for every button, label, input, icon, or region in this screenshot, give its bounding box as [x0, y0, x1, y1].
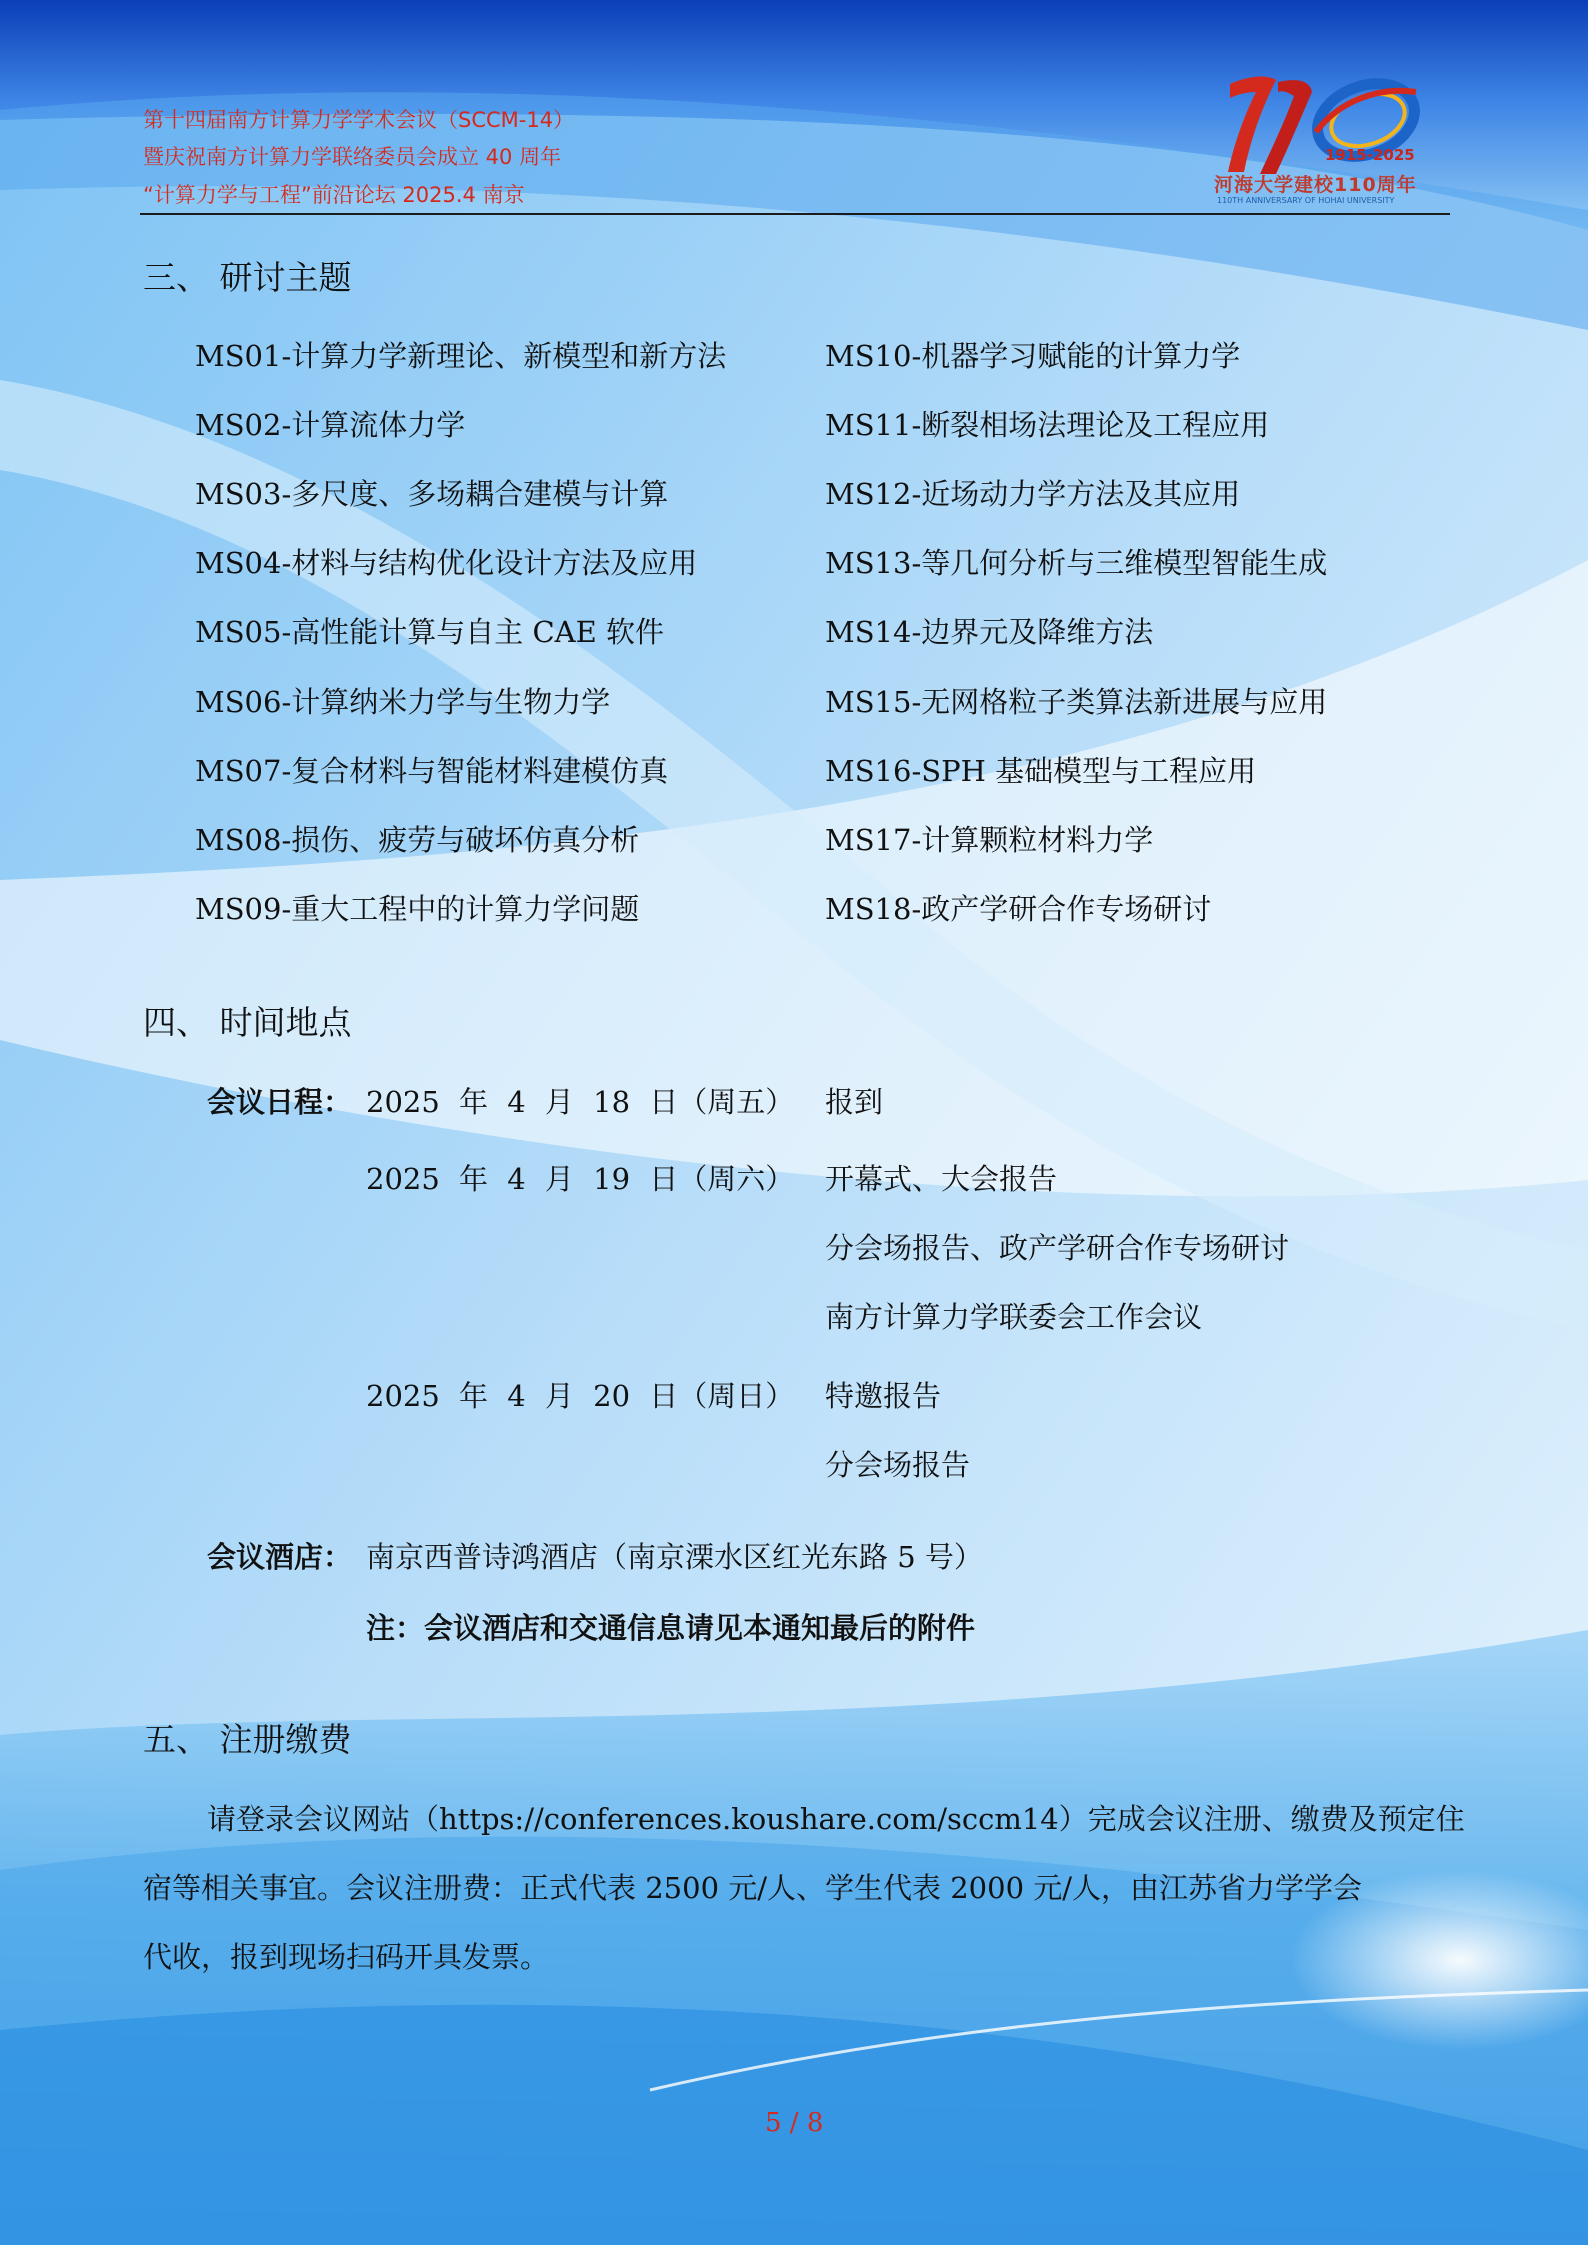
section-5-heading: 五、 注册缴费 [143, 1720, 352, 1759]
hotel-value: 南京西普诗鸿酒店（南京溧水区红光东路 5 号） [366, 1540, 983, 1574]
hotel-note: 注：会议酒店和交通信息请见本通知最后的附件 [366, 1611, 976, 1645]
header-line-1: 第十四届南方计算力学学术会议（SCCM-14） [143, 108, 575, 132]
topic-item: MS12-近场动力学方法及其应用 [825, 477, 1241, 511]
topic-item: MS09-重大工程中的计算力学问题 [195, 892, 640, 926]
topic-item: MS15-无网格粒子类算法新进展与应用 [825, 685, 1328, 719]
topic-item: MS13-等几何分析与三维模型智能生成 [825, 546, 1328, 580]
topic-item: MS06-计算纳米力学与生物力学 [195, 685, 611, 719]
schedule-date: 2025 年 4 月 18 日（周五） [366, 1085, 795, 1119]
header-line-3: “计算力学与工程”前沿论坛 2025.4 南京 [143, 183, 525, 207]
topic-item: MS16-SPH 基础模型与工程应用 [825, 754, 1257, 788]
topic-item: MS07-复合材料与智能材料建模仿真 [195, 754, 669, 788]
topic-item: MS08-损伤、疲劳与破坏仿真分析 [195, 823, 640, 857]
topic-item: MS11-断裂相场法理论及工程应用 [825, 408, 1270, 442]
page-number: 5 / 8 [765, 2108, 824, 2138]
section-3-heading: 三、 研讨主题 [143, 258, 352, 297]
topic-item: MS02-计算流体力学 [195, 408, 466, 442]
topic-item: MS03-多尺度、多场耦合建模与计算 [195, 477, 669, 511]
logo-years: 1915-2025 [1325, 146, 1415, 164]
schedule-label: 会议日程： [207, 1085, 353, 1119]
topic-item: MS14-边界元及降维方法 [825, 615, 1154, 649]
schedule-event: 分会场报告、政产学研合作专场研讨 [825, 1231, 1290, 1265]
schedule-event: 开幕式、大会报告 [825, 1162, 1058, 1196]
topic-item: MS01-计算力学新理论、新模型和新方法 [195, 339, 727, 373]
topic-item: MS18-政产学研合作专场研讨 [825, 892, 1212, 926]
logo-subtitle: 110TH ANNIVERSARY OF HOHAI UNIVERSITY [1217, 196, 1395, 205]
schedule-date: 2025 年 4 月 20 日（周日） [366, 1379, 795, 1413]
topic-item: MS05-高性能计算与自主 CAE 软件 [195, 615, 664, 649]
topic-item: MS17-计算颗粒材料力学 [825, 823, 1154, 857]
topic-item: MS04-材料与结构优化设计方法及应用 [195, 546, 698, 580]
section-4-heading: 四、 时间地点 [143, 1003, 352, 1042]
logo-title: 河海大学建校110周年 [1214, 174, 1417, 196]
schedule-date: 2025 年 4 月 19 日（周六） [366, 1162, 795, 1196]
registration-paragraph-line-2: 宿等相关事宜。会议注册费：正式代表 2500 元/人、学生代表 2000 元/人，由江苏省力学学会 [143, 1871, 1363, 1905]
schedule-event: 南方计算力学联委会工作会议 [825, 1300, 1203, 1334]
registration-paragraph-line-3: 代收，报到现场扫码开具发票。 [143, 1940, 550, 1974]
registration-paragraph-line-1: 请登录会议网站（https://conferences.koushare.com/sccm14）完成会议注册、缴费及预定住 [207, 1802, 1465, 1836]
hotel-label: 会议酒店： [207, 1540, 353, 1574]
schedule-event: 分会场报告 [825, 1448, 971, 1482]
schedule-event: 报到 [825, 1085, 884, 1119]
header-line-2: 暨庆祝南方计算力学联络委员会成立 40 周年 [143, 145, 562, 169]
header-divider [140, 213, 1450, 215]
schedule-event: 特邀报告 [825, 1379, 942, 1413]
topic-item: MS10-机器学习赋能的计算力学 [825, 339, 1241, 373]
